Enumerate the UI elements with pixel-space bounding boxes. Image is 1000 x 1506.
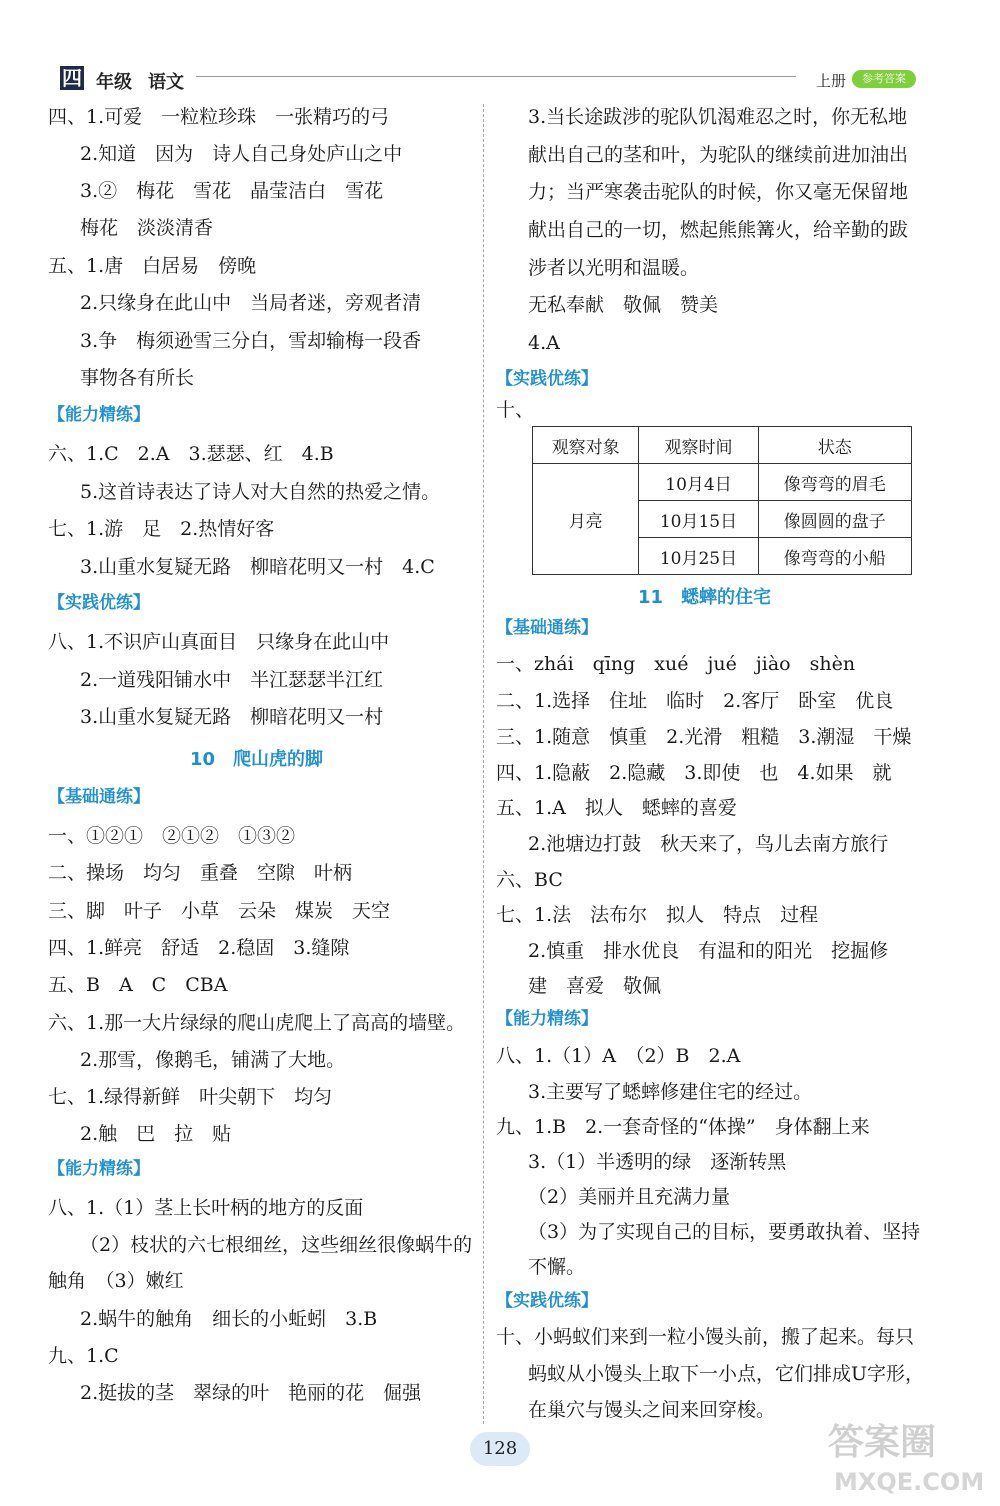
page-number-text: 128 xyxy=(482,1438,518,1459)
answer-line: 献出自己的一切，燃起熊熊篝火，给辛勤的跋 xyxy=(528,219,909,241)
answer-line: 十、 xyxy=(496,399,535,421)
answer-line: 蚂蚁从小馒头上取下一小点，它们排成U字形， xyxy=(528,1363,925,1385)
answer-line: 3.山重水复疑无路 柳暗花明又一村 xyxy=(80,706,384,728)
section-tag: 【实践优练】 xyxy=(48,593,150,613)
table-cell-state: 像圆圆的盘子 xyxy=(758,501,911,538)
answer-line: 2.挺拔的茎 翠绿的叶 艳丽的花 倔强 xyxy=(80,1382,422,1404)
answer-line: 梅花 淡淡清香 xyxy=(80,217,214,239)
answer-line: 建 喜爱 敬佩 xyxy=(528,975,662,997)
answer-line: 在巢穴与馒头之间来回穿梭。 xyxy=(528,1399,776,1421)
answer-line: （3）为了实现自己的目标，要勇敢执着、坚持 xyxy=(528,1221,921,1243)
answer-line: 四、1.可爱 一粒粒珍珠 一张精巧的弓 xyxy=(48,106,390,128)
volume-label: 上册 xyxy=(816,72,847,90)
answer-line: 六、1.C 2.A 3.瑟瑟、红 4.B xyxy=(48,443,334,465)
answer-line: 2.只缘身在此山中 当局者迷，旁观者清 xyxy=(80,292,422,314)
answer-line: 3.（1）半透明的绿 逐渐转黑 xyxy=(528,1151,787,1173)
answer-line: 九、1.B 2.一套奇怪的“体操” 身体翻上来 xyxy=(496,1116,870,1138)
answer-line: 六、BC xyxy=(496,869,563,891)
section-tag: 【实践优练】 xyxy=(496,1291,598,1311)
table-cell-state: 像弯弯的眉毛 xyxy=(758,464,911,501)
answer-line: 3.② 梅花 雪花 晶莹洁白 雪花 xyxy=(80,180,384,202)
section-number: 11 xyxy=(638,587,664,608)
answer-line: 2.蜗牛的触角 细长的小蚯蚓 3.B xyxy=(80,1308,378,1330)
grade-badge: 四 xyxy=(62,66,82,90)
answer-line: 3.主要写了蟋蟀修建住宅的经过。 xyxy=(528,1081,813,1103)
table-header-row xyxy=(533,427,912,464)
answer-line: 四、1.鲜亮 舒适 2.稳固 3.缝隙 xyxy=(48,937,350,959)
table-header: 状态 xyxy=(758,427,911,464)
section-tag: 【实践优练】 xyxy=(496,369,598,389)
grade-label: 年级 xyxy=(96,72,132,93)
answer-line: （2）美丽并且充满力量 xyxy=(528,1186,731,1208)
table-cell-time: 10月4日 xyxy=(639,464,758,501)
section-tag: 【基础通练】 xyxy=(496,618,598,638)
answer-line: 九、1.C xyxy=(48,1345,119,1367)
answer-line: 八、1.（1）茎上长叶柄的地方的反面 xyxy=(48,1197,364,1219)
answer-line: 七、1.绿得新鲜 叶尖朝下 均匀 xyxy=(48,1086,333,1108)
answer-line: 一、①②① ②①② ①③② xyxy=(48,825,296,847)
answer-line: （2）枝状的六七根细丝，这些细丝很像蜗牛的 xyxy=(80,1234,473,1256)
answer-line: 3.山重水复疑无路 柳暗花明又一村 4.C xyxy=(80,556,435,578)
answer-line: 2.一道残阳铺水中 半江瑟瑟半江红 xyxy=(80,669,384,691)
table-cell-state: 像弯弯的小船 xyxy=(758,538,911,575)
answer-line: 无私奉献 敬佩 赞美 xyxy=(528,294,719,316)
section-tag: 【能力精练】 xyxy=(48,1159,150,1179)
answer-line: 不懈。 xyxy=(528,1256,586,1278)
answer-line: 涉者以光明和温暖。 xyxy=(528,257,700,279)
answer-line: 八、1.不识庐山真面目 只缘身在此山中 xyxy=(48,631,390,653)
answer-line: 六、1.那一大片绿绿的爬山虎爬上了高高的墙壁。 xyxy=(48,1012,466,1034)
answer-line: 五、B A C CBA xyxy=(48,974,228,996)
answer-line: 力；当严寒袭击驼队的时候，你又毫无保留地 xyxy=(528,181,909,203)
table-row xyxy=(533,464,912,501)
answer-line: 2.池塘边打鼓 秋天来了，鸟儿去南方旅行 xyxy=(528,833,889,855)
section-title-10 xyxy=(190,748,323,772)
answer-line: 四、1.隐蔽 2.隐藏 3.即使 也 4.如果 就 xyxy=(496,762,892,784)
section-tag: 【能力精练】 xyxy=(496,1009,598,1029)
answer-line: 二、1.选择 住址 临时 2.客厅 卧室 优良 xyxy=(496,690,894,712)
header-rule xyxy=(196,76,796,77)
table-cell-subject: 月亮 xyxy=(533,464,639,575)
table-cell-time: 10月15日 xyxy=(639,501,758,538)
answer-line: 2.触 巴 拉 贴 xyxy=(80,1123,232,1145)
answer-line: 事物各有所长 xyxy=(80,367,195,389)
page-header xyxy=(0,0,1000,100)
answer-line: 献出自己的茎和叶，为驼队的继续前进加油出 xyxy=(528,144,909,166)
answer-line: 触角 （3）嫩红 xyxy=(48,1270,184,1292)
answer-line: 3.当长途跋涉的驼队饥渴难忍之时，你无私地 xyxy=(528,106,908,128)
answer-line: 七、1.游 足 2.热情好客 xyxy=(48,518,275,540)
section-tag: 【基础通练】 xyxy=(48,787,150,807)
answer-line: 一、zhái qīng xué jué jiào shèn xyxy=(496,653,856,675)
answer-line: 三、脚 叶子 小草 云朵 煤炭 天空 xyxy=(48,900,391,922)
answer-line: 2.慎重 排水优良 有温和的阳光 挖掘修 xyxy=(528,940,889,962)
watermark-logo xyxy=(820,1412,990,1502)
table-header: 观察对象 xyxy=(533,427,639,464)
answer-key-badge: 参考答案 xyxy=(852,70,916,88)
answer-line: 二、操场 均匀 重叠 空隙 叶柄 xyxy=(48,862,353,884)
watermark-site: MXQE.COM xyxy=(834,1468,985,1496)
watermark-text: 答案圈 xyxy=(828,1422,937,1463)
section-title-11 xyxy=(638,586,771,610)
answer-line: 三、1.随意 慎重 2.光滑 粗糙 3.潮湿 干燥 xyxy=(496,726,912,748)
table-cell-time: 10月25日 xyxy=(639,538,758,575)
answer-line: 八、1.（1）A （2）B 2.A xyxy=(496,1045,741,1067)
answer-line: 4.A xyxy=(528,332,560,354)
column-divider xyxy=(483,104,484,1424)
answer-line: 5.这首诗表达了诗人对大自然的热爱之情。 xyxy=(80,481,441,503)
section-name: 爬山虎的脚 xyxy=(233,749,324,770)
answer-line: 2.那雪，像鹅毛，铺满了大地。 xyxy=(80,1049,346,1071)
subject-label: 语文 xyxy=(148,72,184,93)
section-tag: 【能力精练】 xyxy=(48,405,150,425)
answer-line: 五、1.A 拟人 蟋蟀的喜爱 xyxy=(496,797,737,819)
table-header: 观察时间 xyxy=(639,427,758,464)
observation-table xyxy=(532,426,912,575)
answer-line: 五、1.唐 白居易 傍晚 xyxy=(48,255,257,277)
section-name: 蟋蟀的住宅 xyxy=(681,587,772,608)
answer-line: 十、小蚂蚁们来到一粒小馒头前，搬了起来。每只 xyxy=(496,1326,915,1348)
section-number: 10 xyxy=(190,749,216,770)
answer-line: 七、1.法 法布尔 拟人 特点 过程 xyxy=(496,904,819,926)
page-number xyxy=(460,1432,540,1466)
answer-line: 2.知道 因为 诗人自己身处庐山之中 xyxy=(80,143,403,165)
answer-line: 3.争 梅须逊雪三分白，雪却输梅一段香 xyxy=(80,330,422,352)
